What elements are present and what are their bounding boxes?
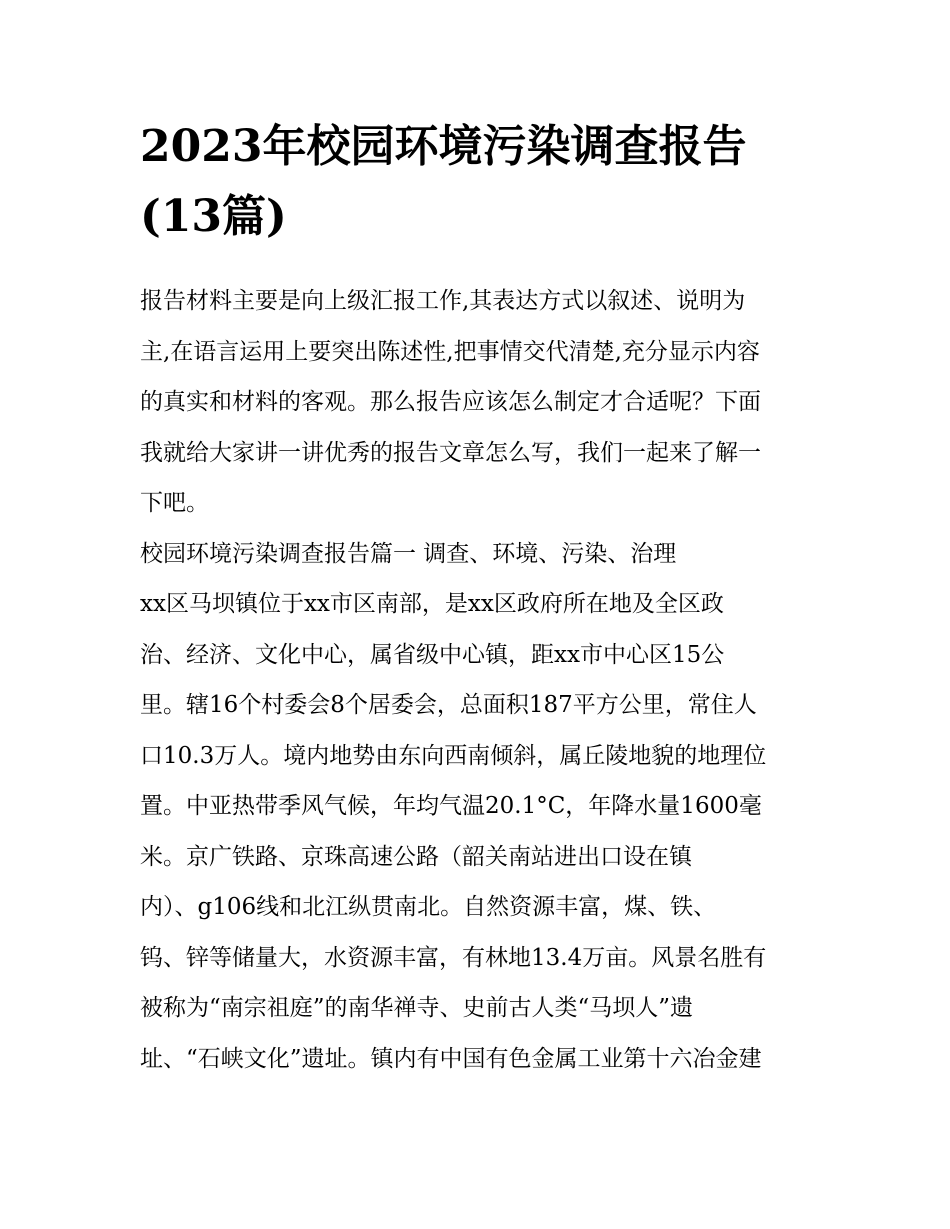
body-line: 米。京广铁路、京珠高速公路（韶关南站进出口设在镇: [140, 843, 692, 870]
body-line: 被称为“南宗祖庭”的南华禅寺、史前古人类“马坝人”遗: [140, 995, 694, 1021]
body-line: 治、经济、文化中心，属省级中心镇，距xx市中心区15公: [140, 641, 725, 668]
body-line: 口10.3万人。境内地势由东向西南倾斜，属丘陵地貌的地理位: [140, 742, 767, 769]
title-line-2: (13篇): [140, 191, 287, 242]
title-line-1: 2023年校园环境污染调查报告: [140, 121, 747, 172]
body-line: 址、“石峡文化”遗址。镇内有中国有色金属工业第十六冶金建: [140, 1045, 762, 1072]
body-line: 内）、g106线和北江纵贯南北。自然资源丰富，煤、铁、: [140, 894, 717, 920]
body-line: 的真实和材料的客观。那么报告应该怎么制定才合适呢？下面: [140, 389, 761, 415]
document-title: [140, 112, 820, 252]
document-body: [140, 276, 820, 1084]
body-line: 里。辖16个村委会8个居委会，总面积187平方公里，常住人: [140, 692, 757, 718]
body-line: 置。中亚热带季风气候，年均气温20.1°C，年降水量1600毫: [140, 793, 762, 819]
section-heading: 校园环境污染调查报告篇一 调查、环境、污染、治理: [140, 540, 677, 567]
body-line: 钨、锌等储量大，水资源丰富，有林地13.4万亩。风景名胜有: [140, 944, 767, 971]
body-line: 我就给大家讲一讲优秀的报告文章怎么写，我们一起来了解一: [140, 439, 761, 466]
body-line: 报告材料主要是向上级汇报工作,其表达方式以叙述、说明为: [140, 288, 746, 314]
body-line: 主,在语言运用上要突出陈述性,把事情交代清楚,充分显示内容: [140, 338, 760, 365]
body-line: xx区马坝镇位于xx市区南部，是xx区政府所在地及全区政: [140, 591, 724, 617]
body-line: 下吧。: [140, 490, 209, 516]
